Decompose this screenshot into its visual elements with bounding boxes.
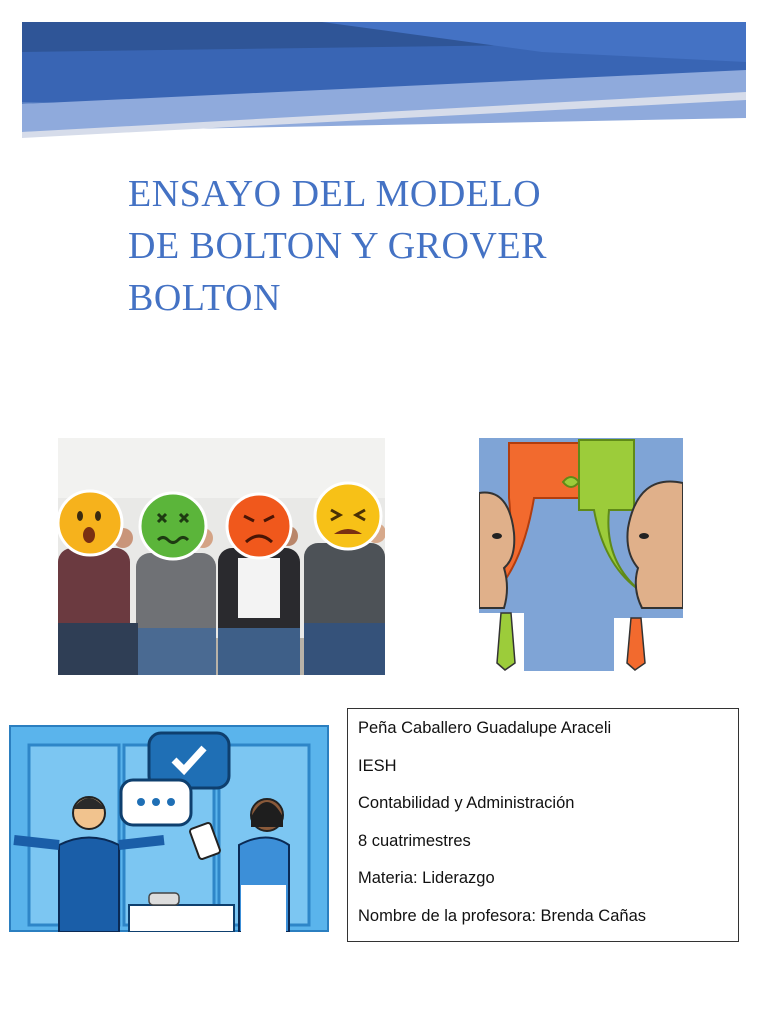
title-line-1: ENSAYO DEL MODELO: [128, 173, 542, 215]
career: Contabilidad y Administración: [358, 794, 575, 812]
student-name: Peña Caballero Guadalupe Araceli: [358, 719, 612, 737]
emoji-faces-image: [58, 438, 385, 675]
teacher: Nombre de la profesora: Brenda Cañas: [358, 906, 646, 925]
title-line-2: DE BOLTON Y GROVER: [128, 225, 547, 267]
institution: IESH: [358, 756, 397, 775]
student-info-box: [347, 708, 739, 942]
header-banner: [22, 22, 746, 140]
service-desk-image: [9, 725, 329, 932]
title-line-3: BOLTON: [128, 277, 281, 319]
document-title: [128, 168, 624, 324]
subject: Materia: Liderazgo: [358, 869, 495, 887]
term: 8 cuatrimestres: [358, 831, 471, 850]
speech-puzzle-image: [479, 438, 683, 671]
